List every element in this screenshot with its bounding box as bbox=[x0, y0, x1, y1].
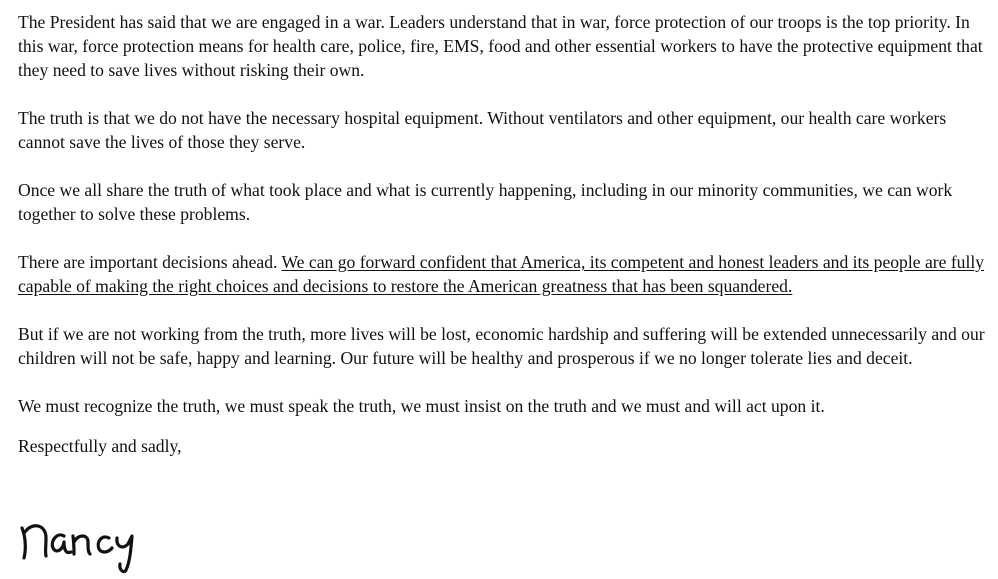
paragraph-share-truth: Once we all share the truth of what took place and what is currently happening, including in our minority communities, we can work together to solve these problems. bbox=[18, 180, 953, 224]
paragraph-recognize-truth: We must recognize the truth, we must speak the truth, we must insist on the truth and we must and will act upon it. bbox=[18, 396, 825, 416]
paragraph-decisions bbox=[18, 250, 990, 298]
handwritten-signature bbox=[16, 508, 166, 574]
paragraph-consequences: But if we are not working from the truth, more lives will be lost, economic hardship and suffering will be extended unnecessarily and our children will not be safe, happy and learning. Our future will be healthy and prosperous if we no longer tolerate lies and deceit. bbox=[18, 324, 985, 368]
paragraph-equipment: The truth is that we do not have the necessary hospital equipment. Without ventilators and other equipment, our health care workers cannot save the lives of those they serve. bbox=[18, 108, 947, 152]
decisions-lead-text: There are important decisions ahead. bbox=[18, 252, 282, 272]
paragraph-war: The President has said that we are engaged in a war. Leaders understand that in war, force protection of our troops is the top priority. In this war, force protection means for health care, police, fire, EMS, food and other essential workers to have the protective equipment that they need to save lives without risking their own. bbox=[18, 12, 983, 80]
letter-body bbox=[18, 10, 990, 458]
signature bbox=[16, 508, 166, 574]
closing-line: Respectfully and sadly, bbox=[18, 436, 182, 456]
decisions-underlined-text: We can go forward confident that America, its competent and honest leaders and its people are fully capable of making the right choices and decisions to restore the American greatness that has been squandered. bbox=[18, 252, 985, 296]
